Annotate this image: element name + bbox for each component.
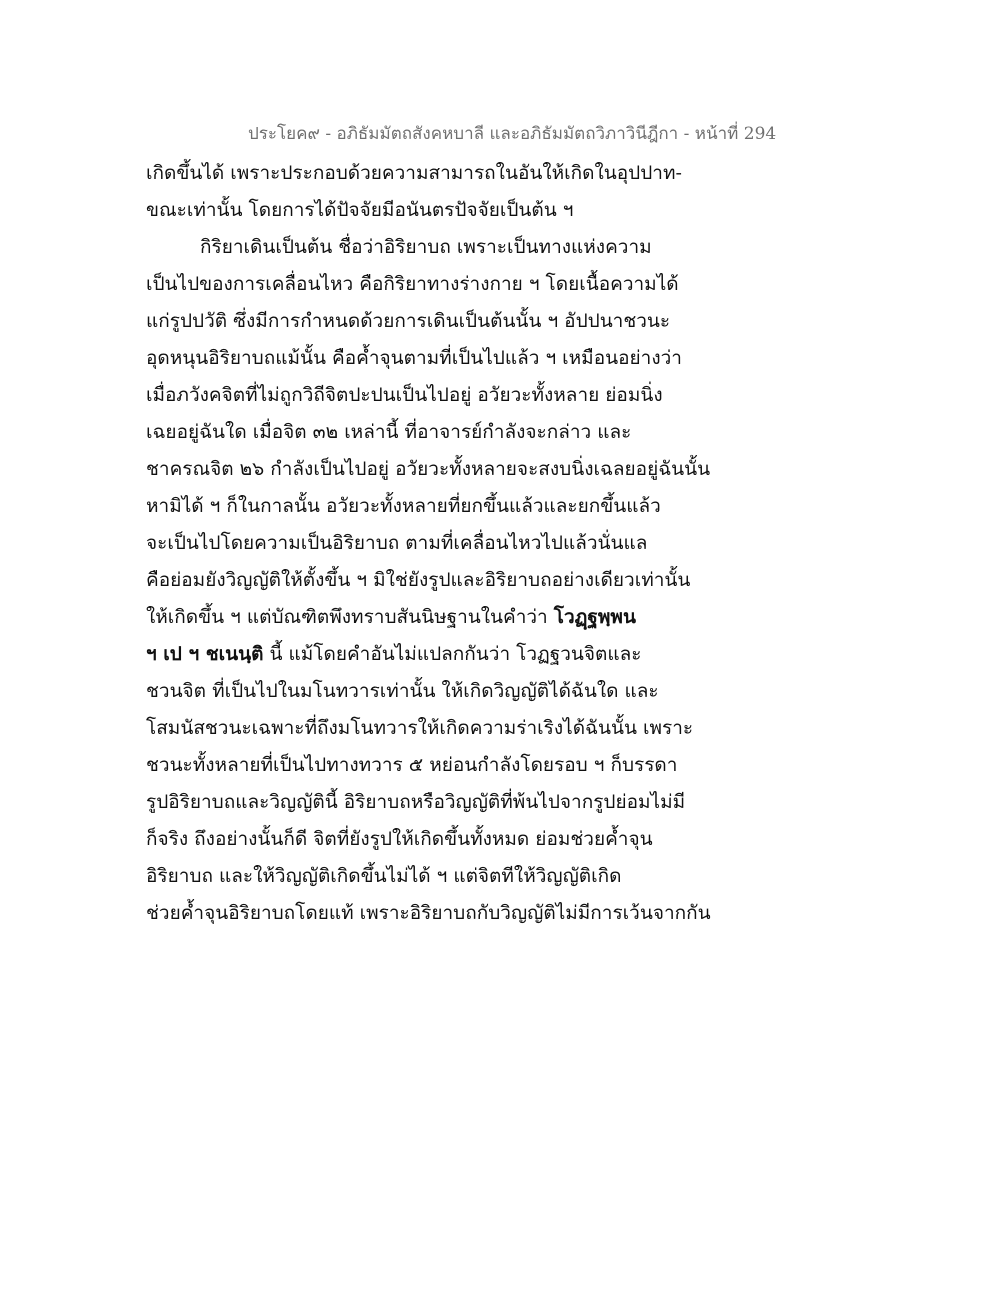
text-run: ช่วยค้ำจุนอิริยาบถโดยแท้ เพราะอิริยาบถกับวิญญัติไม่มีการเว้นจากกัน: [146, 902, 711, 924]
text-run: จะเป็นไปโดยความเป็นอิริยาบถ ตามที่เคลื่อนไหวไปแล้วนั่นแล: [146, 532, 648, 554]
text-line: [146, 192, 721, 229]
text-run: โสมนัสชวนะเฉพาะที่ถึงมโนทวารให้เกิดความร่าเริงได้ฉันนั้น เพราะ: [146, 717, 694, 739]
text-run: นี้ แม้โดยคำอันไม่แปลกกันว่า โวฏฐวนจิตและ: [263, 643, 642, 665]
running-header: ประโยค๙ - อภิธัมมัตถสังคหบาลี และอภิธัมมัตถวิภาวินีฎีกา - หน้าที่ 294: [248, 124, 777, 144]
text-line: [146, 488, 721, 525]
text-run: เป็นไปของการเคลื่อนไหว คือกิริยาทางร่างกาย ฯ โดยเนื้อความได้: [146, 273, 679, 295]
text-run: ให้เกิดขึ้น ฯ แต่บัณฑิตพึงทราบสันนิษฐานในคำว่า: [146, 606, 554, 628]
text-line: [146, 266, 721, 303]
text-line: [146, 340, 721, 377]
text-line: [146, 821, 721, 858]
text-line: [146, 747, 721, 784]
text-line: [146, 229, 721, 266]
text-run: ก็จริง ถึงอย่างนั้นก็ดี จิตที่ยังรูปให้เกิดขึ้นทั้งหมด ย่อมช่วยค้ำจุน: [146, 828, 653, 850]
text-line: [146, 525, 721, 562]
text-line: [146, 710, 721, 747]
bold-term: ฯ เป ฯ ชเนนฺติ: [146, 643, 264, 665]
text-line: [146, 303, 721, 340]
text-line: [146, 636, 721, 673]
text-line: [146, 895, 721, 932]
text-run: แก่รูปปวัติ ซึ่งมีการกำหนดด้วยการเดินเป็นต้นนั้น ฯ อัปปนาชวนะ: [146, 310, 671, 332]
text-line: [146, 562, 721, 599]
text-run: ขณะเท่านั้น โดยการได้ปัจจัยมีอนันตรปัจจัยเป็นต้น ฯ: [146, 199, 574, 221]
text-run: อุดหนุนอิริยาบถแม้นั้น คือค้ำจุนตามที่เป็นไปแล้ว ฯ เหมือนอย่างว่า: [146, 347, 682, 369]
text-line: [146, 451, 721, 488]
text-line: [146, 155, 721, 192]
text-run: กิริยาเดินเป็นต้น ชื่อว่าอิริยาบถ เพราะเป็นทางแห่งความ: [200, 236, 652, 258]
text-line: [146, 377, 721, 414]
text-run: เฉยอยู่ฉันใด เมื่อจิต ๓๒ เหล่านี้ ที่อาจารย์กำลังจะกล่าว และ: [146, 421, 632, 443]
text-run: รูปอิริยาบถและวิญญัตินี้ อิริยาบถหรือวิญญัติที่พ้นไปจากรูปย่อมไม่มี: [146, 791, 686, 813]
text-run: หามิได้ ฯ ก็ในกาลนั้น อวัยวะทั้งหลายที่ยกขึ้นแล้วและยกขึ้นแล้ว: [146, 495, 661, 517]
text-run: ชวนะทั้งหลายที่เป็นไปทางทวาร ๕ หย่อนกำลังโดยรอบ ฯ ก็บรรดา: [146, 754, 678, 776]
text-line: [146, 414, 721, 451]
bold-term: โวฏฺฐพฺพน: [553, 606, 636, 628]
text-run: เมื่อภวังคจิตที่ไม่ถูกวิถีจิตปะปนเป็นไปอยู่ อวัยวะทั้งหลาย ย่อมนิ่ง: [146, 384, 663, 406]
text-run: คือย่อมยังวิญญัติให้ตั้งขึ้น ฯ มิใช่ยังรูปและอิริยาบถอย่างเดียวเท่านั้น: [146, 569, 691, 591]
text-line: [146, 599, 721, 636]
text-run: ชาครณจิต ๒๖ กำลังเป็นไปอยู่ อวัยวะทั้งหลายจะสงบนิ่งเฉลยอยู่ฉันนั้น: [146, 458, 711, 480]
text-run: อิริยาบถ และให้วิญญัติเกิดขึ้นไม่ได้ ฯ แต่จิตทีให้วิญญัติเกิด: [146, 865, 622, 887]
text-line: [146, 673, 721, 710]
text-run: ชวนจิต ที่เป็นไปในมโนทวารเท่านั้น ให้เกิดวิญญัติได้ฉันใด และ: [146, 680, 659, 702]
text-run: เกิดขึ้นได้ เพราะประกอบด้วยความสามารถในอันให้เกิดในอุปปาท-: [146, 162, 682, 184]
text-line: [146, 858, 721, 895]
body-text: [146, 155, 721, 932]
text-line: [146, 784, 721, 821]
